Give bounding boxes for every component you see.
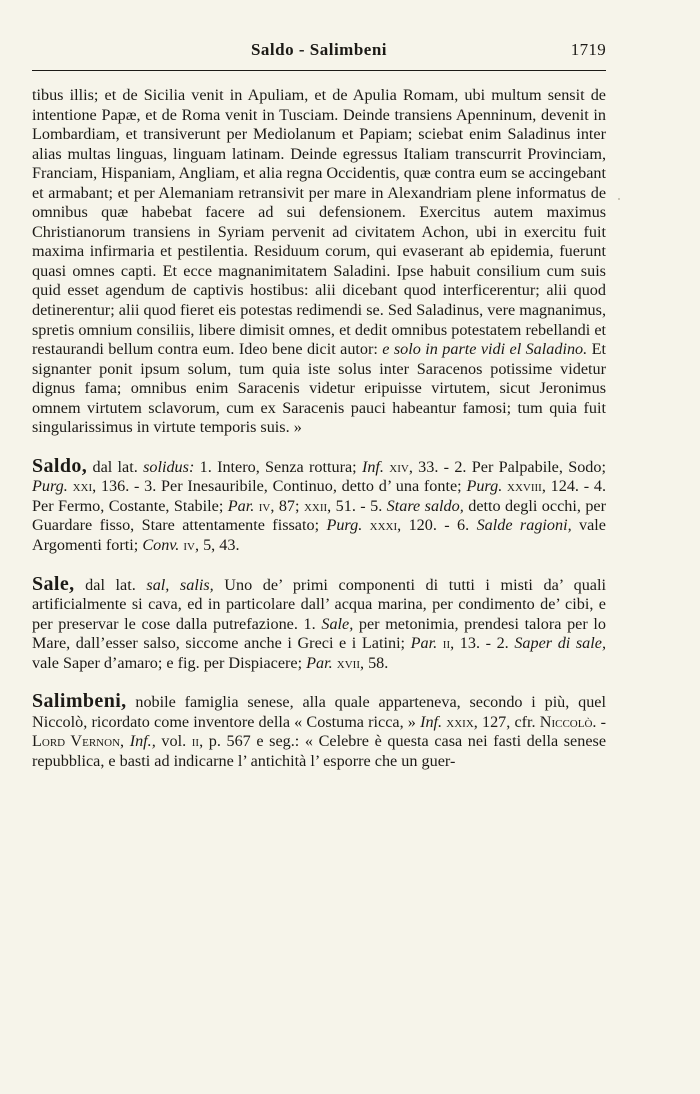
entry-definition [32,458,606,554]
text-run: detto degli occhi, per Guardare fisso, Stare attentamente fissato; [32,496,607,535]
continuation-text-b: Et signanter ponit ipsum solum, tum quia iste solus inter Saracenos potissime videtur dignus fama; omnibus enim Saracenis videtur eripuisse virtutem, sicut Jeronimus omnem virtutem sclavorum, cum ex Saracenis pauci habeantur famosi; tum quia fuit singularissimus in virtute temporis suis. » [32,340,606,437]
italic-text: Purg. [326,516,363,535]
text-run: , 87; [270,496,304,515]
italic-text: Par. [410,634,438,653]
italic-text: Stare saldo, [386,496,464,515]
small-caps-text: xxxi [362,516,398,535]
text-run: per metonimia, prendesi talora per lo Mare, dall’esser salso, siccome anche i Greci e i Latini; [32,614,606,653]
italic-text: Saper di sale, [514,634,606,653]
text-run: vale Saper d’amaro; e fig. per Dispiacere; [32,653,307,672]
small-caps-text: iv [179,536,195,555]
continuation-text-a: tibus illis; et de Sicilia venit in Apuliam, et de Apulia Romam, ubi multum sensit de intentione Papæ, et de Roma venit in Tusciam. Deinde transiens Apenninum, devenit in Lombardiam, et transiverunt per Mediolanum et Papiam; sciebat enim Saladinus inter alias multas linguas, linguam latinam. Deinde egressus Italiam transcurrit Provinciam, Franciam, Hispaniam, Angliam, et alia regna Occidentis, quæ contra eum se accingebant et armabant; et per Alemaniam retransivit per mare in Alexandriam plene informatus de omnibus quæ habebat facere ad sui defensionem. Exercitus autem maximus Christianorum transiens in Syriam pervenit ad civitatem Achon, ubi in exercitu fuit maxima infirmaria et pestilentia. Residuum corum, qui evaserant ab epidemia, fuerunt quasi omnes capti. Et ecce magnanimitatem Saladini. Ipse habuit consilium cum suis quid esset agendum de captivis hostibus: alii dicebant quod interficerentur; alii quod detinerentur; alii quod fieret eis potestas redimendi se. Sed Saladinus, vere magnanimus, spretis omnium consiliis, libere dimisit omnes, et dedit omnibus potestatem rebellandi et restaurandi bellum contra eum. Ideo bene dicit autor: [32,86,607,359]
header-rule [32,70,606,71]
page-number: 1719 [570,40,606,59]
text-run: , 13. - 2. [450,634,515,653]
italic-text: Sale, [321,614,354,633]
italic-text: Purg. [32,477,68,496]
small-caps-text: xxix [442,712,474,731]
entry-saldo [32,454,607,556]
text-run: 1. Intero, Senza rottura; [194,457,362,476]
small-caps-text: xxii [303,496,328,515]
entry-salimbeni [32,692,606,771]
entry-headword: Saldo, [32,454,88,477]
text-run: , 33. - 2. Per Palpabile, Sodo; [408,457,606,476]
italic-text: Par. [227,496,255,515]
small-caps-text: Lord Vernon [32,732,121,751]
text-run: , 120. - 6. [397,516,477,535]
running-head-title: Saldo - Salimbeni [250,40,388,59]
italic-text: Conv. [142,536,180,555]
page-body [32,86,606,772]
text-run: , 127, cfr. [473,712,540,731]
text-run: , p. 567 e seg.: « Celebre è questa casa nei fasti della senese repubblica, e basti ad indicarne l’ antichità l’ esporre che un guer- [32,732,607,770]
small-caps-text: ii [191,732,200,751]
text-run: nobile famiglia senese, alla quale apparteneva, secondo i più, quel Niccolò, ricordato come inventore della « Costuma ricca, » [32,693,606,731]
small-caps-text: ii [437,634,451,653]
text-run: , [120,732,130,751]
dante-quotation: e solo in parte vidi el Saladino. [382,340,588,359]
text-run: Uno de’ primi componenti di tutti i misti da’ quali artificialmente si cava, ed in particolare dall’ acqua marina, per condimento de’ cibi, e per preservar le cose dalla putrefazione. 1. [32,575,606,633]
text-run: , 58. [359,653,389,672]
italic-text: Inf. [361,457,384,476]
text-run: . - [592,712,607,731]
small-caps-text: xxi [67,477,93,496]
text-run: vol. [155,732,192,751]
italic-text: Purg. [466,477,503,496]
italic-text: solidus: [143,457,195,476]
small-caps-text: xxviii [502,477,542,496]
entry-definition [32,576,606,672]
entry-headword: Salimbeni, [32,690,127,713]
paper-speck [618,198,620,200]
small-caps-text: iv [254,496,271,515]
continuation-paragraph [32,86,606,438]
italic-text: Par. [306,653,333,672]
small-caps-text: xiv [383,457,409,476]
text-run: dal lat. [74,575,147,594]
small-caps-text: Niccolò [539,712,593,731]
small-caps-text: xvii [332,653,360,672]
running-head [32,36,606,66]
italic-text: Inf. [420,712,443,731]
entry-headword: Sale, [32,572,75,595]
text-run: vale Argomenti forti; [32,516,606,555]
italic-text: Salde ragioni, [476,516,572,535]
entry-sale [32,572,606,674]
italic-text: sal, salis, [146,575,214,594]
text-run: , 124. - 4. Per Fermo, Costante, Stabile; [32,477,607,515]
text-run: , 51. - 5. [327,496,387,515]
text-run: dal lat. [87,457,144,476]
italic-text: Inf., [129,732,156,751]
text-run: , 136. - 3. Per Inesauribile, Continuo, detto d’ una fonte; [92,477,467,496]
text-run: , 5, 43. [194,536,240,555]
